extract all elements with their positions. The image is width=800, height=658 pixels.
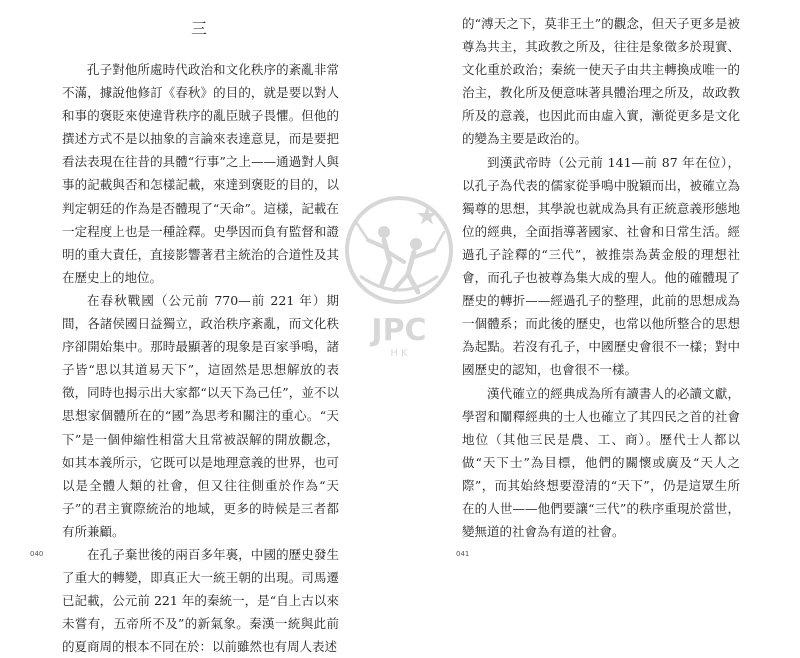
section-heading: 三 — [190, 19, 209, 38]
paragraph: 在春秋戰國（公元前 770—前 221 年）期間，各諸侯國日益獨立，政治秩序紊亂，而文化秩序卻開始集中。那時最顯著的現象是百家爭鳴，諸子皆“思以其道易天下”，這固然是思想解放的表徵，同時也揭示出大家都“以天下為己任”，並不以思想家個體所在的“國”為思考和關注的重心。“天下”是一個伸縮性相當大且常被誤解的開放觀念，如其本義所示，它既可以是地理意義的世界，也可以是全體人類的社會，但又往往側重於作為“天子”的君主實際統治的地域，更多的時候是三者都有所兼顧。 — [62, 292, 339, 539]
paragraph: 漢代確立的經典成為所有讀書人的必讀文獻，學習和闡釋經典的士人也確立了其四民之首的社會地位（其他三民是農、工、商）。歷代士人都以做“天下士”為目標，他們的關懷或廣及“天人之際”，而其始終想要澄清的“天下”，仍是這眾生所在的人世——他們要讓“三代”的秩序重現於當世，變無道的社會為有道的社會。 — [462, 385, 740, 540]
right-page-body — [462, 12, 740, 543]
paragraph: 在孔子棄世後的兩百多年裏，中國的歷史發生了重大的轉變，即真正大一統王朝的出現。司馬遷已記載，公元前 221 年的秦統一，是“自上古以來未嘗有，五帝所不及”的新氣象。秦漢一統與此前的夏商周的根本不同在於：以前雖然也有周人表述 — [62, 546, 339, 655]
paragraph: 到漢武帝時（公元前 141—前 87 年在位），以孔子為代表的儒家從爭鳴中脫穎而出，被確立為獨尊的思想，其學說也就成為具有正統意義形態地位的經典，全面指導著國家、社會和日常生活。經過孔子詮釋的“三代”，被推崇為黃金般的理想社會，而孔子也被尊為集大成的聖人。他的確體現了歷史的轉折——經過孔子的整理，此前的思想成為一個體系；而此後的歷史，也常以他所整合的思想為起點。若沒有孔子，中國歷史會很不一樣；對中國歷史的認知，也會很不一樣。 — [462, 154, 740, 378]
publisher-watermark-logo — [338, 192, 460, 362]
watermark-text: JPC — [371, 313, 427, 348]
page-number: 040 — [30, 550, 44, 558]
star-icon — [417, 206, 437, 225]
watermark-subtext: H K — [390, 348, 408, 359]
paragraph: 孔子對他所處時代政治和文化秩序的紊亂非常不滿，據說他修訂《春秋》的目的，就是要以對人和事的褒貶來使違背秩序的亂臣賊子畏懼。但他的撰述方式不是以抽象的言論來表達意見，而是要把看法表現在往昔的具體“行事”之上——通過對人與事的記載與否和怎樣記載，來達到褒貶的目的，以判定朝廷的作為是否體現了“天命”。這樣，記載在一定程度上也是一種詮釋。史學因而負有監督和證明的重大責任，直接影響著君主統治的合道性及其在歷史上的地位。 — [62, 62, 339, 285]
page-number: 041 — [456, 550, 470, 558]
paragraph-continuation: 的“溥天之下，莫非王土”的觀念，但天子更多是被尊為共主，其政教之所及，往往是象徵多於現實、文化重於政治；秦統一使天子由共主轉換成唯一的治主，教化所及便意味著具體治理之所及，故政教所及的意義，也因此而由虛入實，漸從更多是文化的變為主要是政治的。 — [462, 16, 740, 147]
left-page-body — [62, 58, 339, 658]
right-page — [400, 0, 800, 576]
